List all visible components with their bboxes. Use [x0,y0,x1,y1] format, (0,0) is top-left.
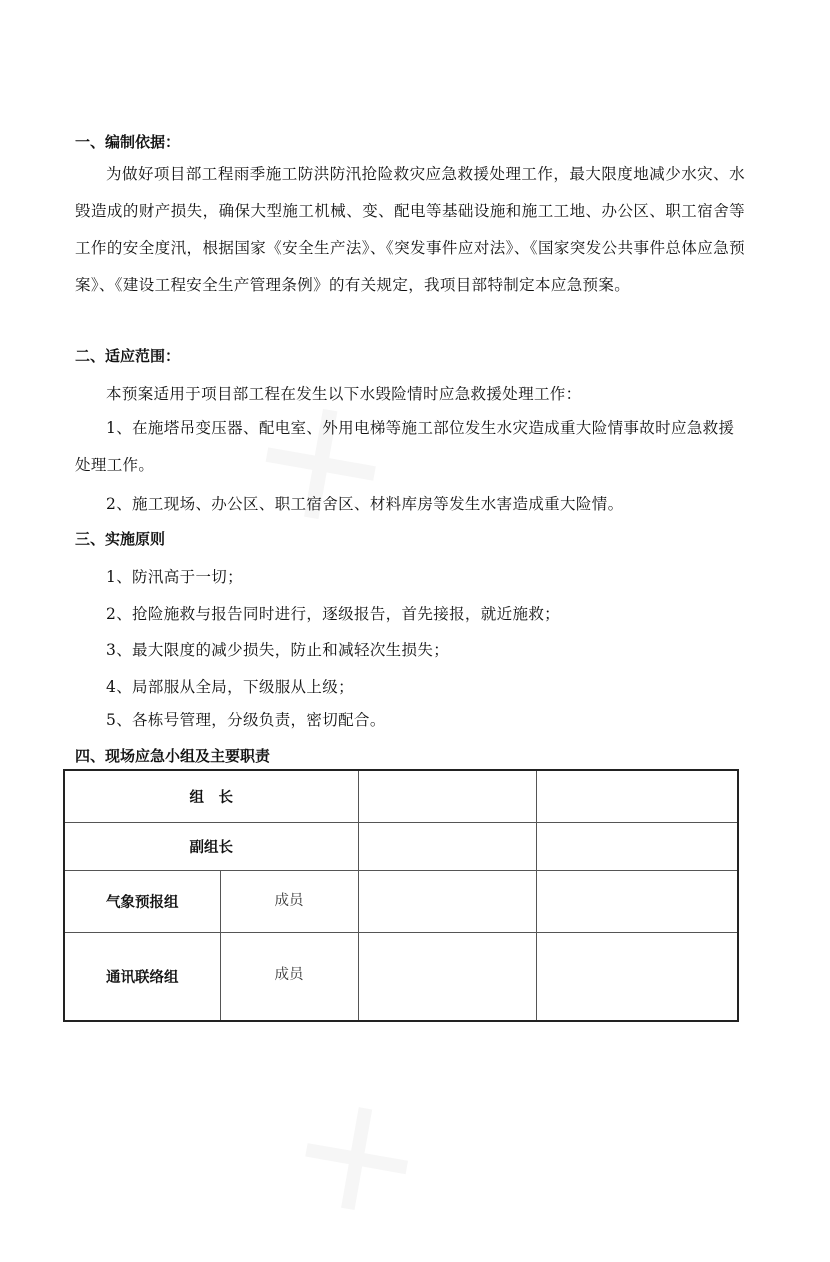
list-item: 2、施工现场、办公区、职工宿舍区、材料库房等发生水害造成重大险情。 [106,495,624,513]
section-heading: 一、编制依据： [75,133,181,151]
table-cell [536,870,738,932]
group-role: 成员 [220,870,358,932]
table-cell [536,932,738,1021]
table-row [64,770,738,822]
table-row [64,932,738,1021]
list-item: 3、最大限度的减少损失，防止和减轻次生损失； [106,641,450,659]
table-cell [358,870,536,932]
section-heading: 三、实施原则 [75,530,166,548]
leader-label: 组 长 [64,770,358,822]
group-role: 成员 [220,932,358,1021]
section-heading: 二、适应范围： [75,347,181,365]
section-paragraph: 为做好项目部工程雨季施工防洪防汛抢险救灾应急救援处理工作，最大限度地减少水灾、水毁造成的财产损失，确保大型施工机械、变、配电等基础设施和施工工地、办公区、职工宿舍等工作的安全度汛，根据国家《安全生产法》、《突发事件应对法》、《国家突发公共事件总体应急预案》、《建设工程安全生产管理条例》的有关规定，我项目部特制定本应急预案。 [75,165,745,294]
table-row [64,822,738,870]
list-item: 2、抢险施救与报告同时进行，逐级报告，首先接报，就近施救； [106,605,561,623]
list-item: 5、各栋号管理，分级负责，密切配合。 [106,711,386,729]
deputy-label: 副组长 [64,822,358,870]
emergency-team-table [63,769,739,1022]
group-name: 通讯联络组 [64,932,220,1021]
list-item: 1、在施塔吊变压器、配电室、外用电梯等施工部位发生水灾造成重大险情事故时应急救援处理工作。 [75,419,735,474]
watermark [264,1061,454,1262]
group-name: 气象预报组 [64,870,220,932]
list-item: 4、局部服从全局，下级服从上级； [106,678,354,696]
list-item: 1、防汛高于一切； [106,568,244,586]
table-cell [358,770,536,822]
section-heading: 四、现场应急小组及主要职责 [75,747,271,765]
table-cell [536,770,738,822]
table-cell [358,822,536,870]
section-intro: 本预案适用于项目部工程在发生以下水毁险情时应急救援处理工作： [106,385,582,403]
table-cell [358,932,536,1021]
table-row [64,870,738,932]
table-cell [536,822,738,870]
